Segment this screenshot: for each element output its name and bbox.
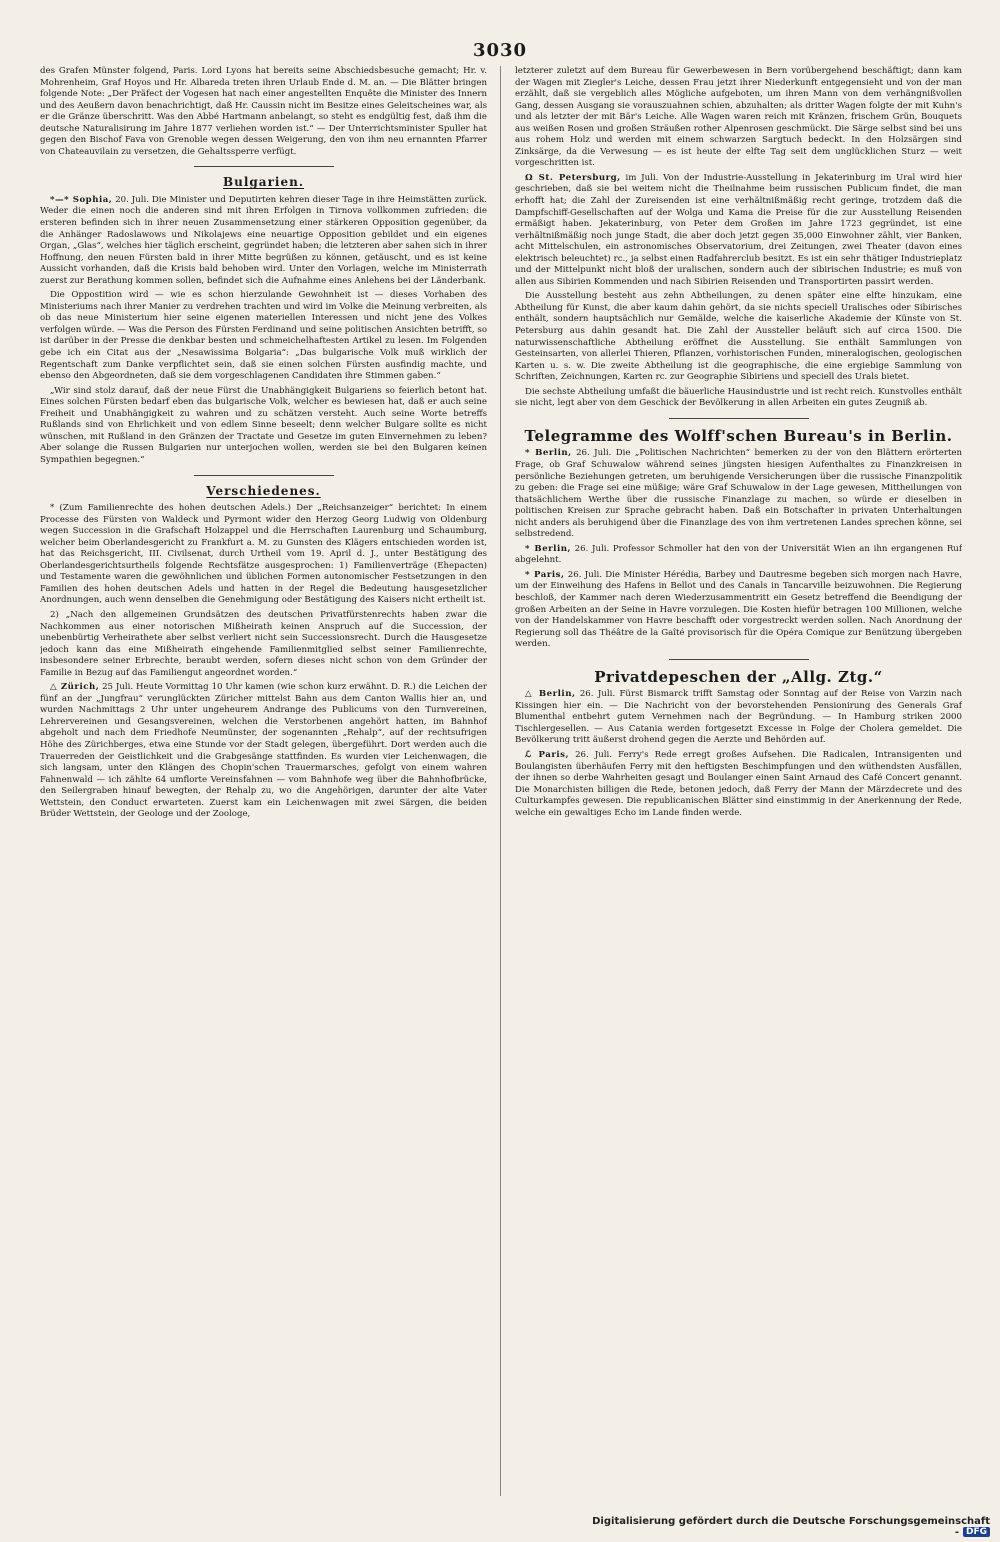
petersburg-dateline: Ω St. Petersburg, [525,172,621,183]
paris-telegram-1 [515,570,962,651]
berlin-text-2: 26. Juli. Professor Schmoller hat den von der Universität Wien an ihn ergangenen Ruf abgelehnt. [515,543,962,566]
digitization-footer [590,1516,990,1538]
right-column [515,66,962,1501]
section-heading-bulgarien: Bulgarien. [222,175,304,190]
petersburg-text-2: Die Ausstellung besteht aus zehn Abtheilungen, zu denen später eine elfte hinzukam, eine Abtheilung für Kunst, die aber kaum dahin gehört, da sie nichts speciell Uralisches oder Sibirisches enthält, sondern hauptsächlich nur Gemälde, welche die kaiserliche Akademie der Künste von St. Petersburg aus dahin gesandt hat. Die Zahl der Aussteller beläuft sich auf circa 1500. Die naturwissenschaftliche Abtheilung eröffnet die Ausstellung. Sie enthält Sammlungen von Gesteinsarten, von allerlei Thieren, Pflanzen, vorhistorischen Funden, mineralogischen, geologischen Karten u. s. w. Die zweite Abtheilung ist die geographische, die eine ergiebige Sammlung von Schriften, Zeichnungen, Karten rc. zur Geographie Sibiriens und speciell des Urals bietet. [515,291,962,383]
sofia-text-3: „Wir sind stolz darauf, daß der neue Fürst die Unabhängigkeit Bulgariens so feierlich betont hat. Eines solchen Fürsten bedarf eben das bulgarische Volk, welcher es bewiesen hat, daß er auch seine Freiheit und Unabhängigkeit zu wahren und zu schätzen versteht. Auch seine Worte betreffs Rußlands sind von Ehrlichkeit und von edlem Sinne beseelt; denn welcher Bulgare sollte es nicht wünschen, mit Rußland in den Gränzen der Tractate und Gesetze im guten Einvernehmen zu leben? Aber solange die Russen Bulgarien nur unterjochen wollen, werden sie bei den Bulgaren keinen Sympathien begegnen.“ [40,385,487,465]
berlin-dateline-3: △ Berlin, [525,689,576,700]
zuerich-article-continued: letzterer zuletzt auf dem Bureau für Gewerbewesen in Bern vorübergehend beschäftigt; dann kam der Wagen mit Ziegler's Leiche, dessen Frau jetzt ihrer Niederkunft entgegensieht und von der man erzählt, daß sie vergeblich alles Mögliche aufgeboten, um ihren Mann von dem verhängnißvollen Gang, dessen Ausgang sie vorauszuahnen schien, abzuhalten; als dritter Wagen folgte der mit Kuhn's und als letzter der mit Bär's Leiche. Alle Wagen waren reich mit Kränzen, frischem Grün, Bouquets aus weißen Rosen und großen Sträußen rother Alpenrosen geschmückt. Die Särge selbst sind bei uns aus rohem Holz und werden mit einem schwarzen Sargtuch bedeckt. In den Holzsärgen sind Zinksärge, da die Verwesung — es ist heute der elfte Tag seit dem unglücklichen Sturz — weit vorgeschritten ist. [515,66,962,169]
berlin-text-1: 26. Juli. Die „Politischen Nachrichten“ bemerken zu der von den Blättern erörterten Frage, ob Graf Schuwalow während seines jüngsten hiesigen Aufenthaltes zu Finanzkreisen in persönliche Beziehungen getreten, um beruhigende Versicherungen über die russische Finanzpolitik zu geben: die Frage sei eine müßige; wäre Graf Schuwalow in der Lage gewesen, Mittheilungen von thatsächlichem Werthe über die russische Finanzlage zu machen, so würde er dieselben in politischen Kreisen zur Sprache gebracht haben. Daß ein Botschafter in privaten Unterhaltungen nicht anders als beruhigend über die Finanzlage des von ihm vertretenen Landes sprechen könne, sei selbstredend. [515,448,962,540]
column-divider [500,66,501,1496]
paris-dispatch [515,750,962,819]
sofia-dateline: *—* Sophia, [50,194,113,205]
footer-text: Digitalisierung gefördert durch die Deutsche Forschungsgemeinschaft - [592,1516,990,1538]
sofia-article [40,195,487,287]
petersburg-text-3: Die sechste Abtheilung umfaßt die bäuerliche Hausindustrie und ist recht reich. Kunstvolles enthält sie nicht, legt aber von dem Geschick der Bevölkerung in allen Arbeiten ein gutes Zeugniß ab. [515,386,962,409]
sofia-text-1: 20. Juli. Die Minister und Deputirten kehren dieser Tage in ihre Heimstätten zurück. Weder die einen noch die anderen sind mit ihren Erfolgen in Tirnova vollkommen zufrieden: die ersteren befinden sich in ihrer neuen Zusammensetzung einer stärkeren Opposition gegenüber, da die Anhänger Radoslawows und Nikolajews eine neuartige Opposition gebildet und ein eigenes Organ, „Glas“, welches hier täglich erscheint, gegründet haben; die letzteren aber sahen sich in ihrer Hoffnung, den neuen Fürsten bald in ihrer Mitte begrüßen zu können, getäuscht, und es ist keine Aussicht vorhanden, daß die Krisis bald behoben wird. Unter den Vorlagen, welche im Ministerrath zuerst zur Berathung kommen sollen, befindet sich die Aufnahme eines Anlehens bei der Länderbank. [40,194,487,286]
separator [194,475,334,476]
familienrecht-article: * (Zum Familienrechte des hohen deutschen Adels.) Der „Reichsanzeiger“ berichtet: In einem Processe des Fürsten von Waldeck und Pyrmont wider den Herzog Georg Ludwig von Oldenburg wegen Succession in die Grafschaft Holzappel und die Herrschaften Laurenburg und Schaumburg, welcher beim Oberlandesgericht zu Frankfurt a. M. zu Gunsten des Klägers entschieden worden ist, hat das Reichsgericht, III. Civilsenat, durch Urtheil vom 19. April d. J., unter Bestätigung des Oberlandesgerichtsurtheils folgende Rechtsfätze ausgesprochen: 1) Familienverträge (Ehepacten) und Testamente waren die gewöhnlichen und üblichen Formen autonomischer Festsetzungen in den Familien des hohen deutschen Adels und hatten in der Regel die Bedeutung hausgesetzlicher Anordnungen, auch wenn denselben die Genehmigung oder Bestätigung des Kaisers nicht ertheilt ist. [40,503,487,606]
berlin-dateline-1: * Berlin, [525,448,572,459]
familienrecht-article-2: 2) „Nach den allgemeinen Grundsätzen des deutschen Privatfürstenrechts haben zwar die Nachkommen aus einer notorischen Mißheirath keinen Anspruch auf die Succession, der unebenbürtig Verheirathete aber selbst verliert nicht sein Successionsrecht. Durch die Hausgesetze jedoch kann das eine Mißheirath eingehende Familienmitglied selbst seiner Familienrechte, insbesondere seiner Erbrechte, beraubt werden, sofern dieses nicht schon von dem Gründer der Familie in Bezug auf das Familiengut angeordnet worden.“ [40,609,487,678]
zuerich-dateline: △ Zürich, [50,682,100,693]
left-column [40,66,487,1501]
paris-text-2: 26. Juli. Ferry's Rede erregt großes Aufsehen. Die Radicalen, Intransigenten und Boulangisten überhäufen Ferry mit den heftigsten Beschimpfungen und den wüthendsten Ausfällen, der ihnen so derbe Wahrheiten gesagt und Boulanger einen Saint Arnaud des Café Concert genannt. Die Monarchisten billigen die Rede, betonen jedoch, daß Ferry der Mann der Märzdecrete und des Culturkampfes gewesen. Die republicanischen Blätter sind einstimmig in der Anerkennung der Rede, welche ein gewaltiges Echo im Lande finden werde. [515,749,962,818]
berlin-dispatch [515,689,962,747]
separator [194,166,334,167]
berlin-dateline-2: * Berlin, [525,543,571,554]
zuerich-text: 25 Juli. Heute Vormittag 10 Uhr kamen (wie schon kurz erwähnt. D. R.) die Leichen der fünf an der „Jungfrau“ verunglückten Züricher mittelst Bahn aus dem Canton Wallis hier an, und wurden Nachmittags 2 Uhr unter ungeheurem Andrange des Publicums von den Turnvereinen, Lehrervereinen und Gesangsvereinen, welchen die Verstorbenen angehört hatten, im Bahnhof abgeholt und nach dem Friedhofe Neumünster, der sogenannten „Rehalp“, auf der rechtsufrigen Höhe des Zürichberges, etwa eine Stunde vor der Stadt gelegen, übergeführt. Dort werden auch die Trauerreden der Geistlichkeit und die Grabgesänge stattfinden. Es wurden vier Leichenwagen, die sich langsam, unter den Klängen des Chopin'schen Trauermarsches, gefolgt von einem wahren Fahnenwald — ich zählte 64 umflorte Vereinsfahnen — vom Bahnhofe weg über die Bahnhofbrücke, den Seilergraben hinauf bewegten, der Rehalp zu, wo die Angehörigen, darunter der alte Vater Wettstein, den Conduct erwarteten. Zuerst kam ein Leichenwagen mit zwei Särgen, die beiden Brüder Wettstein, der Geologe und der Zoologe, [40,682,487,820]
separator [669,659,809,660]
berlin-telegram-1 [515,448,962,540]
paris-dateline-1: * Paris, [525,569,565,580]
sofia-text-2: Die Oppostition wird — wie es schon hierzulande Gewohnheit ist — dieses Vorhaben des Ministeriums nach ihrer Manier zu verdrehen trachten und wird im Volke die Meinung verbreiten, als ob das neue Ministerium hier seine eigenen materiellen Interessen und nicht jene des Volkes verfolgen würde. — Was die Person des Fürsten Ferdinand und seine politischen Ansichten betrifft, so ist darüber in der Presse die denkbar besten und schmeichelhaftesten Artikel zu lesen. Im Folgenden gebe ich ein Citat aus der „Nesawissima Bolgaria“: „Das bulgarische Volk muß wirklich der Regentschaft zum Danke verpflichtet sein, daß sie einen solchen Fürsten ausfindig machte, und ebenso den Abgeordneten, daß sie dem vorgeschlagenen Candidaten ihre Stimmen gaben.“ [40,290,487,382]
paris-news-continued: des Grafen Münster folgend, Paris. Lord Lyons hat bereits seine Abschiedsbesuche gemacht; Hr. v. Mohrenheim, Graf Hoyos und Hr. Albareda treten ihren Urlaub Ende d. M. an. — Die Blätter bringen folgende Note: „Der Präfect der Vogesen hat nach einer angestellten Enquête die Minister des Innern und des Aeußern davon benachrichtigt, daß Hr. Caussin nicht im Besitze eines Geleitscheines war, als er die Gränze überschritt. Was den Abbé Hartmann anbelangt, so steht es endgültig fest, daß ihm die deutsche Naturalisirung im Jahre 1877 verliehen worden ist.“ — Der Unterrichtsminister Spuller hat gegen den Bischof Fava von Grenoble wegen dessen Weigerung, den von ihm neu ernannten Pfarrer von Chateauvilain zu versetzen, die Gehaltssperre verfügt. [40,66,487,157]
separator [669,418,809,419]
paris-text-1: 26. Juli. Die Minister Hérédia, Barbey und Dautresme begeben sich morgen nach Havre, um der Einweihung des Hafens in Bellot und des Canals in Tancarville beizuwohnen. Die Regierung beschloß, der Kammer nach deren Wiederzusammentritt ein Gesetz betreffend die Beendigung der großen Arbeiten an der Seine in Havre vorzulegen. Die Kosten hiefür betragen 100 Millionen, welche von der Handelskammer von Havre beschafft oder vorgestreckt werden sollen. Nach Anordnung der Regierung soll das Théâtre de la Gaîté provisorisch für die Opéra Comique zur Benützung übergeben werden. [515,569,962,650]
zuerich-article [40,682,487,821]
paris-dateline-2: ℒ Paris, [525,749,569,760]
berlin-telegram-2 [515,544,962,567]
section-heading-privatdepeschen: Privatdepeschen der „Allg. Ztg.“ [594,667,883,686]
petersburg-text: im Juli. Von der Industrie-Ausstellung in Jekaterinburg im Ural wird hier geschrieben, daß sie bei weitem nicht die Theilnahme beim russischen Publicum findet, die man erhofft hat; die Zahl der Zureisenden ist eine verhältnißmäßig recht geringe, trotzdem daß die Dampfschiff-Gesellschaften auf der Wolga und Kama die Preise für die zur Ausstellung Reisenden ermäßigt haben. Jekaterinburg, von Peter dem Großen im Jahre 1723 gegründet, ist eine verhältnißmäßig noch junge Stadt, die aber doch jetzt gegen 35,000 Einwohner zählt, vier Banken, acht Mittelschulen, ein astronomisches Observatorium, drei Zeitungen, zwei Theater (davon eines elektrisch beleuchtet) rc., ja selbst einen Radfahrerclub besitzt. Es ist ein sehr thätiger Industrieplatz und der Mittelpunkt nicht bloß der uralischen, sondern auch der sibirischen Industrie; es muß von allen aus Sibirien Kommenden und nach Sibirien Reisenden und Transportirten passirt werden. [515,172,962,287]
dfg-logo: DFG [963,1527,990,1537]
section-heading-telegramme: Telegramme des Wolff'schen Bureau's in Berlin. [524,426,953,445]
section-heading-verschiedenes: Verschiedenes. [206,483,321,498]
page-number: 3030 [472,40,528,61]
petersburg-article [515,173,962,288]
berlin-text-3: 26. Juli. Fürst Bismarck trifft Samstag oder Sonntag auf der Reise von Varzin nach Kissingen hier ein. — Die Nachricht von der bevorstehenden Pensionirung des Generals Graf Blumenthal entbehrt gutem Vernehmen nach der Begründung. — In Hamburg striken 2000 Tischlergesellen. — Aus Catania werden fortgesetzt Excesse in Folge der Cholera gemeldet. Die Bevölkerung tritt äußerst drohend gegen die Aerzte und Behörden auf. [515,689,962,746]
